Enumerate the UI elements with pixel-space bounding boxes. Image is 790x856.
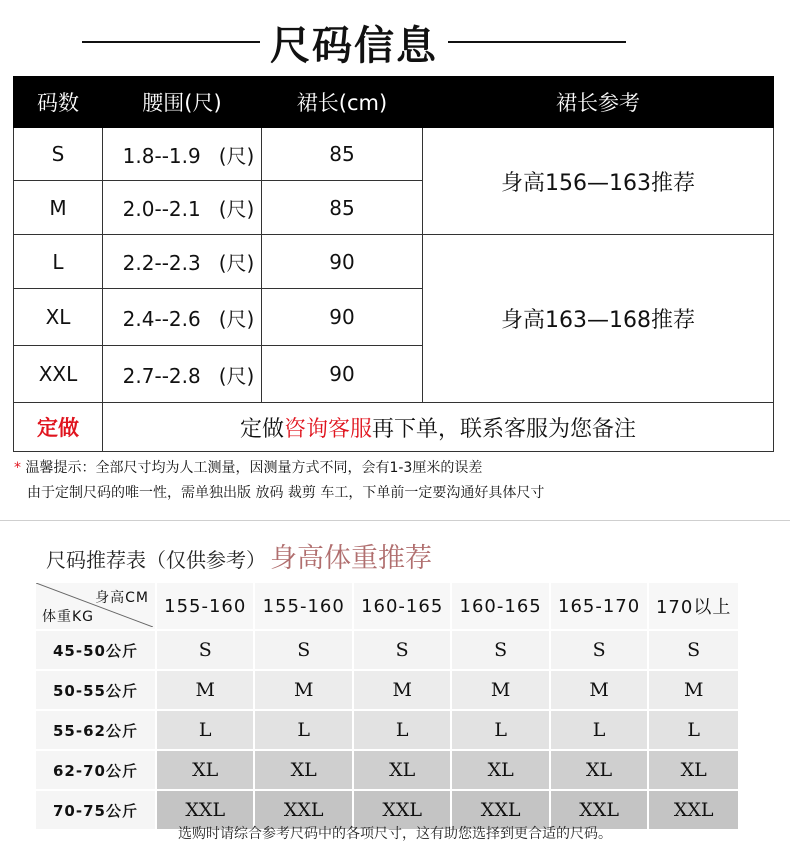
size-cell: XXL — [550, 790, 648, 830]
title-rule-left — [82, 41, 260, 43]
weight-label: 62-70公斤 — [35, 750, 156, 790]
size-cell: L — [550, 710, 648, 750]
waist-value: 2.2--2.3 — [122, 251, 201, 275]
size-table — [13, 76, 774, 452]
size-cell: M — [254, 670, 352, 710]
size-cell: M — [156, 670, 254, 710]
header-size-code: 码数 — [14, 77, 103, 128]
waist-unit: (尺) — [218, 251, 255, 275]
size-cell: S — [156, 630, 254, 670]
size-cell: S — [648, 630, 739, 670]
size-cell: XL — [550, 750, 648, 790]
table-row — [14, 235, 774, 289]
note-line-2: 由于定制尺码的唯一性，需单独出版 放码 裁剪 车工，下单前一定要沟通好具体尺寸 — [27, 485, 545, 501]
size-cell: L — [451, 710, 549, 750]
weight-label: 45-50公斤 — [35, 630, 156, 670]
waist-unit: (尺) — [218, 143, 255, 168]
size-code: M — [14, 181, 103, 235]
weight-label: 70-75公斤 — [35, 790, 156, 830]
note-text-1: 温馨提示：全部尺寸均为人工测量，因测量方式不同，会有1-3厘米的误差 — [25, 460, 483, 476]
waist-value: 2.0--2.1 — [122, 197, 201, 221]
waist-cell — [103, 235, 262, 289]
length-reference: 身高156—163推荐 — [423, 128, 774, 235]
corner-cell — [35, 582, 156, 630]
waist-cell — [103, 128, 262, 181]
weight-label: 50-55公斤 — [35, 670, 156, 710]
length-reference: 身高163—168推荐 — [423, 235, 774, 403]
size-cell: S — [254, 630, 352, 670]
waist-unit: (尺) — [218, 197, 255, 221]
weight-axis-label: 体重KG — [42, 609, 95, 625]
size-cell: XL — [451, 750, 549, 790]
size-cell: XL — [156, 750, 254, 790]
waist-cell — [103, 181, 262, 235]
size-cell: S — [451, 630, 549, 670]
waist-value: 2.4--2.6 — [122, 306, 201, 331]
recommend-title-main: 尺码推荐表（仅供参考） — [46, 548, 266, 572]
length-value: 90 — [262, 289, 423, 346]
size-code: XXL — [14, 346, 103, 403]
size-code: S — [14, 128, 103, 181]
size-code: L — [14, 235, 103, 289]
recommend-table — [34, 581, 740, 831]
table-row — [35, 710, 739, 750]
notes — [14, 456, 784, 506]
table-row — [35, 630, 739, 670]
weight-label: 55-62公斤 — [35, 710, 156, 750]
height-header: 165-170 — [550, 582, 648, 630]
height-header: 160-165 — [451, 582, 549, 630]
footer-note: 选购时请综合参考尺码中的各项尺寸，这有助您选择到更合适的尺码。 — [178, 826, 612, 842]
size-cell: XXL — [254, 790, 352, 830]
size-cell: M — [451, 670, 549, 710]
header-length: 裙长(cm) — [262, 77, 423, 128]
size-cell: L — [353, 710, 451, 750]
recommend-header-row — [35, 582, 739, 630]
size-cell: L — [648, 710, 739, 750]
height-header: 155-160 — [254, 582, 352, 630]
height-header: 170以上 — [648, 582, 739, 630]
note-line-1 — [14, 456, 784, 481]
waist-value: 2.7--2.8 — [122, 363, 201, 388]
page-title: 尺码信息 — [270, 23, 438, 69]
size-cell: M — [550, 670, 648, 710]
size-table-header — [14, 77, 774, 128]
waist-unit: (尺) — [218, 306, 255, 331]
size-cell: XL — [254, 750, 352, 790]
size-cell: XL — [648, 750, 739, 790]
size-cell: M — [648, 670, 739, 710]
custom-note-a: 定做 — [239, 416, 284, 442]
size-cell: XL — [353, 750, 451, 790]
height-header: 155-160 — [156, 582, 254, 630]
waist-cell — [103, 289, 262, 346]
length-value: 85 — [262, 128, 423, 181]
height-axis-label: 身高CM — [95, 590, 149, 606]
length-value: 85 — [262, 181, 423, 235]
size-cell: M — [353, 670, 451, 710]
title-rule-right — [448, 41, 626, 43]
custom-size-label: 定做 — [14, 403, 103, 452]
asterisk-icon: * — [14, 460, 21, 476]
page-title-block — [0, 14, 790, 70]
header-waist: 腰围(尺) — [103, 77, 262, 128]
size-cell: XXL — [156, 790, 254, 830]
size-code: XL — [14, 289, 103, 346]
section-divider — [0, 520, 790, 521]
recommend-title-highlight: 身高体重推荐 — [270, 543, 432, 574]
table-row — [35, 670, 739, 710]
size-cell: S — [353, 630, 451, 670]
custom-order-note — [103, 403, 774, 452]
recommend-title — [46, 536, 432, 572]
size-cell: L — [156, 710, 254, 750]
table-row — [14, 128, 774, 181]
waist-cell — [103, 346, 262, 403]
size-cell: L — [254, 710, 352, 750]
waist-value: 1.8--1.9 — [122, 143, 201, 168]
size-cell: XXL — [451, 790, 549, 830]
size-cell: XXL — [648, 790, 739, 830]
height-header: 160-165 — [353, 582, 451, 630]
custom-row — [14, 403, 774, 452]
length-value: 90 — [262, 346, 423, 403]
size-cell: S — [550, 630, 648, 670]
custom-note-c: 再下单，联系客服为您备注 — [372, 416, 637, 442]
table-row — [35, 750, 739, 790]
consult-service-link: 咨询客服 — [283, 416, 372, 442]
waist-unit: (尺) — [218, 363, 255, 388]
header-length-reference: 裙长参考 — [423, 77, 774, 128]
length-value: 90 — [262, 235, 423, 289]
size-cell: XXL — [353, 790, 451, 830]
